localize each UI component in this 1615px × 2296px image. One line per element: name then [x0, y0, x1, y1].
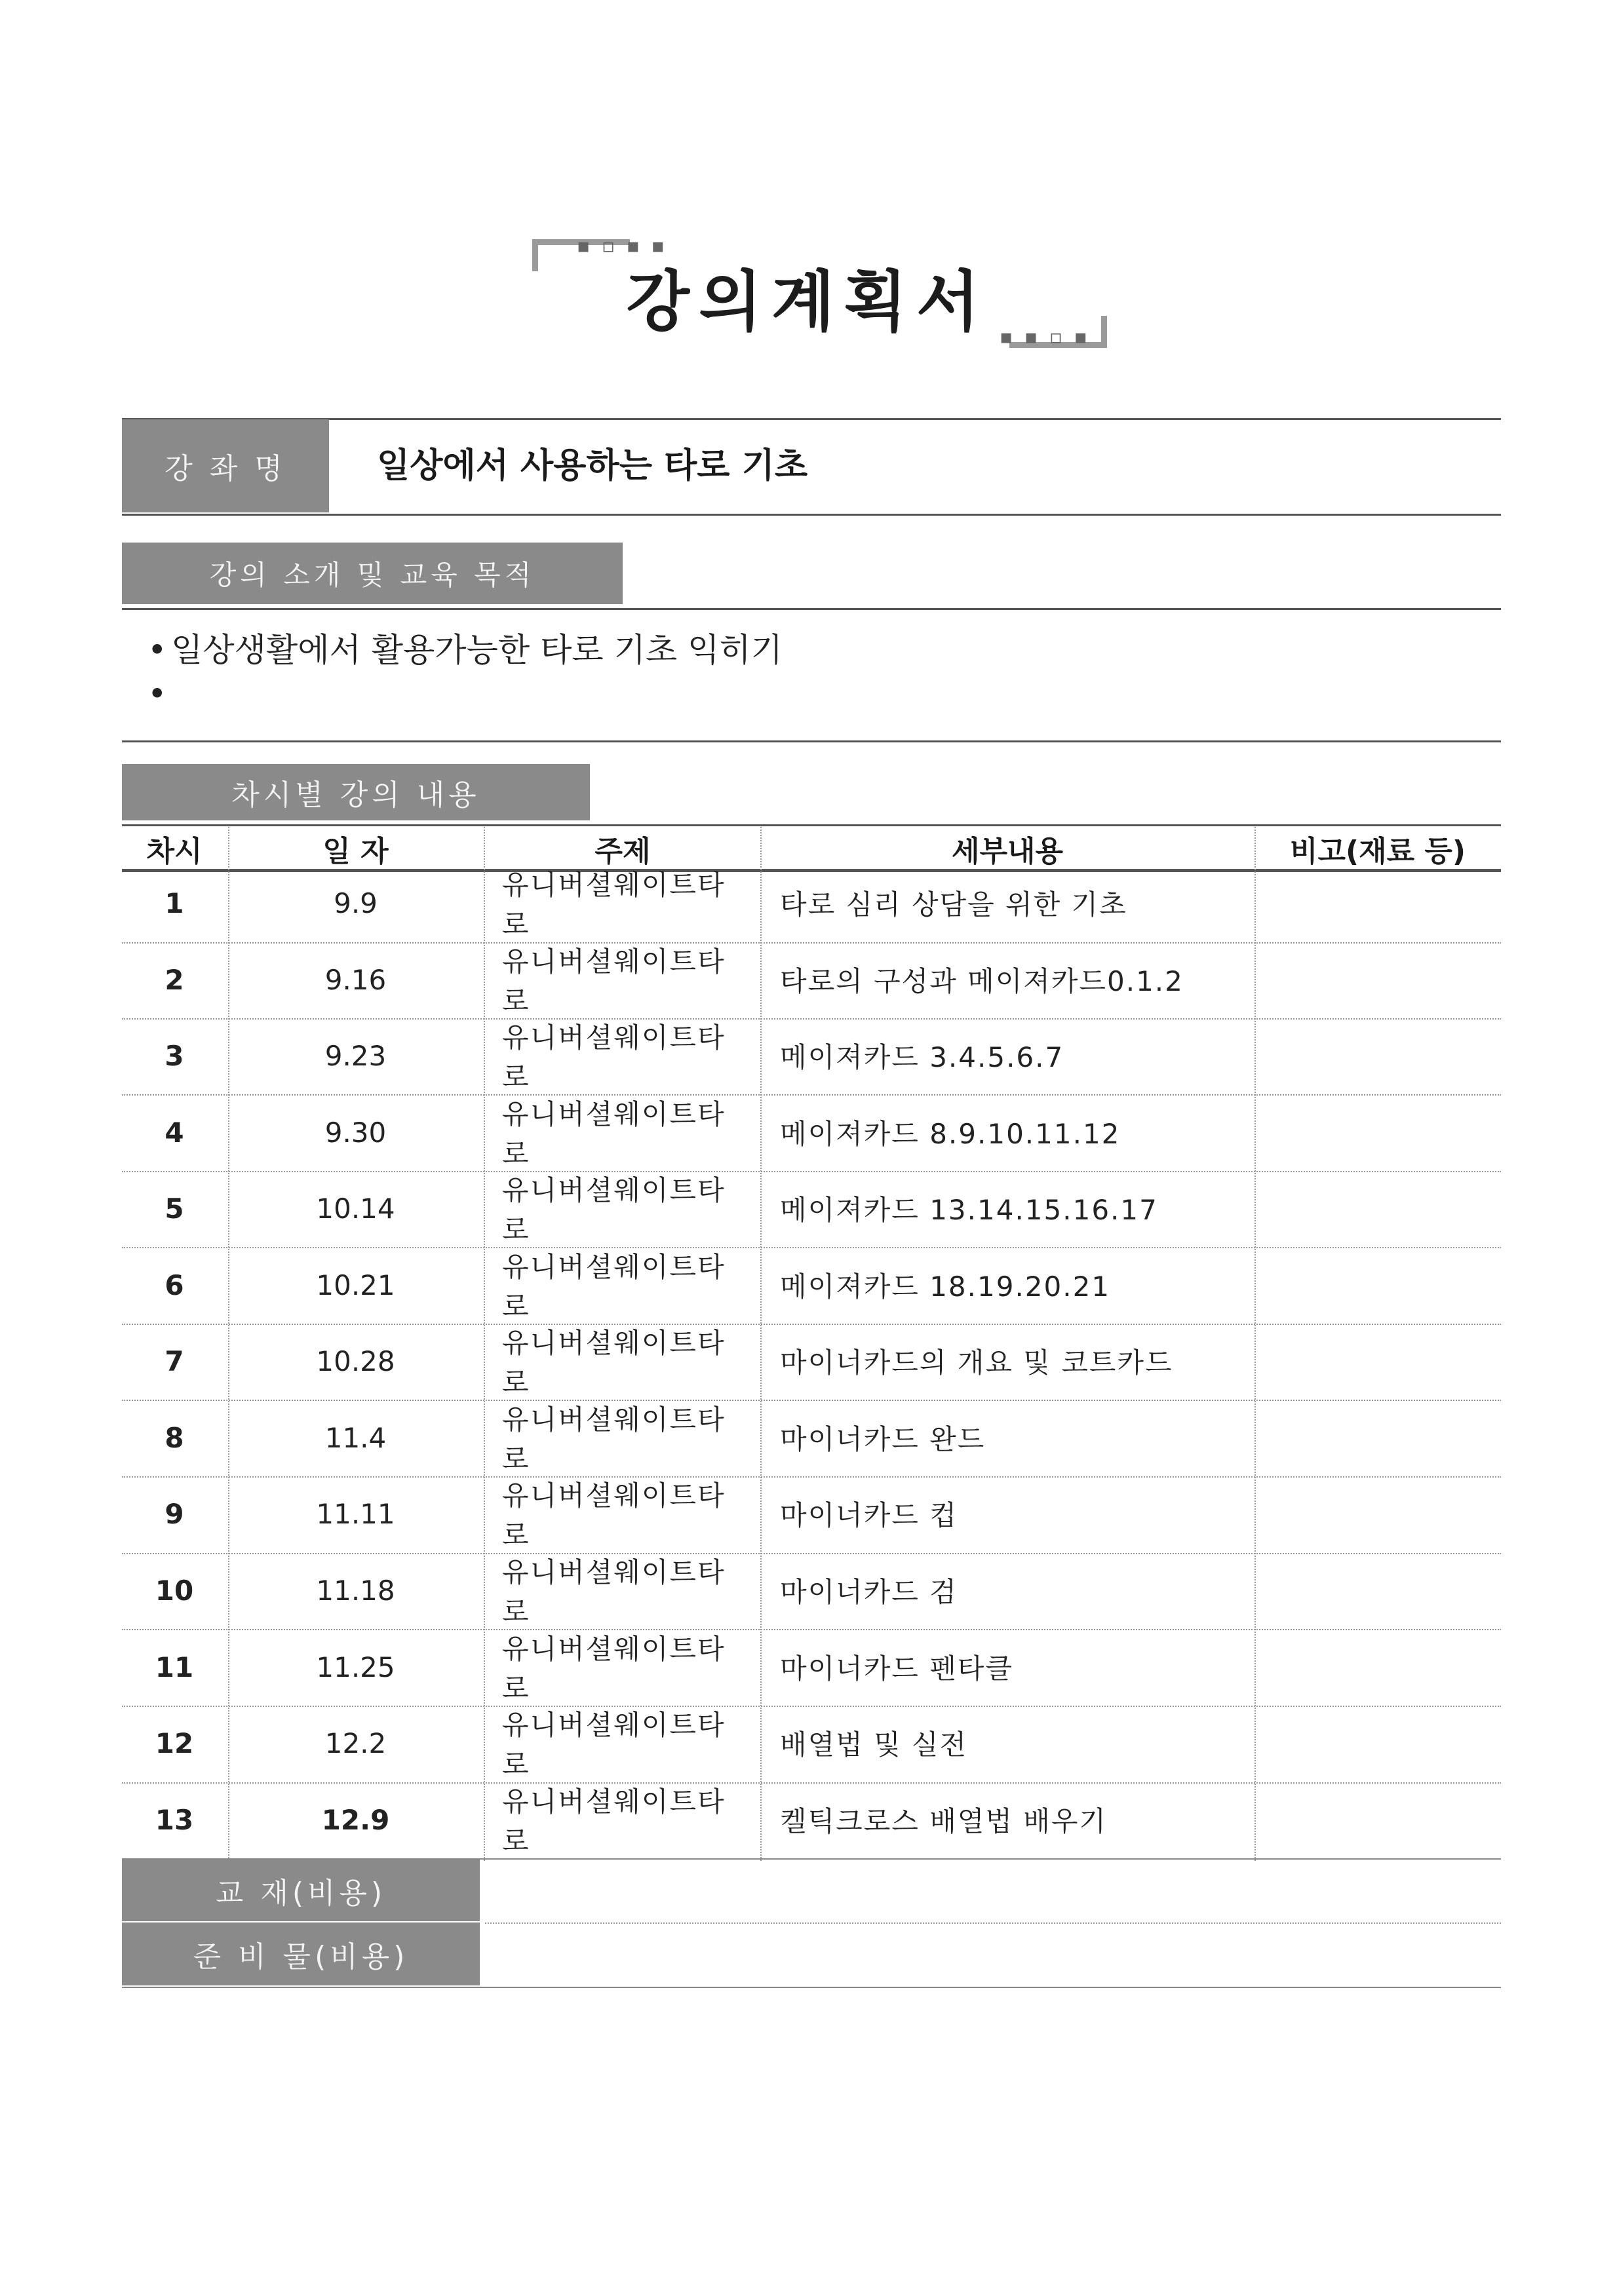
row-detail: 마이너카드 완드	[780, 1423, 986, 1455]
row-topic: 유니버셜웨이트타로	[502, 1404, 726, 1475]
row-no: 9	[165, 1497, 184, 1530]
course-label: 강 좌 명	[122, 419, 329, 512]
row-topic: 유니버셜웨이트타로	[502, 1556, 726, 1628]
header-topic: 주제	[594, 835, 651, 868]
title-corner-dots-bottom: ▪ ▪ ▫ ▪	[1000, 326, 1090, 349]
row-detail: 메이져카드 3.4.5.6.7	[780, 1041, 1064, 1073]
row-no: 6	[165, 1269, 184, 1301]
row-topic: 유니버셜웨이트타로	[502, 1786, 726, 1857]
intro-top-rule	[122, 608, 1501, 610]
row-topic: 유니버셜웨이트타로	[502, 1251, 726, 1322]
row-note	[1258, 1552, 1501, 1628]
row-note	[1258, 1476, 1501, 1552]
table-top-rule	[122, 824, 1501, 826]
row-no: 10	[155, 1574, 194, 1607]
row-date: 10.21	[316, 1269, 395, 1301]
row-topic: 유니버셜웨이트타로	[502, 1174, 726, 1246]
row-note	[1258, 1170, 1501, 1246]
row-detail: 타로 심리 상담을 위한 기초	[780, 889, 1127, 921]
row-detail: 마이너카드 검	[780, 1576, 958, 1608]
bullet-marker: •	[147, 675, 167, 713]
row-date: 9.16	[324, 963, 387, 996]
row-date: 12.9	[321, 1803, 390, 1836]
header-detail: 세부내용	[951, 835, 1063, 868]
intro-bullet-text: 일상생활에서 활용가능한 타로 기초 익히기	[171, 631, 783, 669]
row-topic: 유니버셜웨이트타로	[502, 1480, 726, 1551]
row-note	[1258, 1323, 1501, 1399]
row-date: 12.2	[324, 1727, 387, 1759]
row-no: 4	[165, 1116, 184, 1149]
row-note	[1258, 1629, 1501, 1705]
row-topic: 유니버셜웨이트타로	[502, 1633, 726, 1704]
intro-bullet-1	[147, 624, 783, 671]
row-no: 13	[155, 1803, 194, 1836]
row-note	[1258, 1094, 1501, 1170]
bullet-marker: •	[147, 631, 167, 669]
row-detail: 마이너카드의 개요 및 코트카드	[780, 1347, 1173, 1379]
row-date: 9.9	[334, 887, 378, 919]
row-note	[1258, 1400, 1501, 1476]
row-no: 2	[165, 963, 184, 996]
title-corner-dots-top: ▪ ▫ ▪ ▪	[577, 235, 667, 258]
row-detail: 켈틱크로스 배열법 배우기	[780, 1805, 1107, 1837]
row-note	[1258, 1705, 1501, 1781]
row-detail: 마이너카드 컵	[780, 1499, 958, 1531]
row-no: 5	[165, 1192, 184, 1225]
row-no: 8	[165, 1421, 184, 1454]
row-date: 11.18	[316, 1574, 395, 1607]
row-no: 1	[165, 887, 184, 919]
row-date: 9.30	[324, 1116, 387, 1149]
row-topic: 유니버셜웨이트타로	[502, 1098, 726, 1170]
row-note	[1258, 1782, 1501, 1858]
textbook-label: 교 재(비용)	[122, 1860, 480, 1921]
row-note	[1258, 865, 1501, 941]
row-no: 7	[165, 1345, 184, 1377]
intro-bullet-2	[147, 675, 171, 713]
row-topic: 유니버셜웨이트타로	[502, 869, 726, 940]
materials-cost-field	[485, 1923, 1501, 1983]
row-date: 11.4	[324, 1421, 387, 1454]
document-title: 강의계획서	[626, 263, 989, 340]
intro-section-label: 강의 소개 및 교육 목적	[122, 543, 623, 604]
row-date: 9.23	[324, 1039, 387, 1072]
row-detail: 메이져카드 13.14.15.16.17	[780, 1194, 1158, 1226]
row-detail: 메이져카드 8.9.10.11.12	[780, 1118, 1121, 1150]
row-date: 11.11	[316, 1497, 395, 1530]
footer-bottom-rule	[122, 1987, 1501, 1988]
course-bottom-rule	[122, 514, 1501, 516]
materials-label: 준 비 물(비용)	[122, 1923, 480, 1985]
row-note	[1258, 1018, 1501, 1094]
intro-bottom-rule	[122, 740, 1501, 742]
row-topic: 유니버셜웨이트타로	[502, 1709, 726, 1780]
row-topic: 유니버셜웨이트타로	[502, 1022, 726, 1093]
row-detail: 메이져카드 18.19.20.21	[780, 1271, 1111, 1303]
row-detail: 배열법 및 실전	[780, 1729, 968, 1761]
schedule-section-label: 차시별 강의 내용	[122, 764, 590, 820]
row-no: 11	[155, 1651, 194, 1683]
row-detail: 타로의 구성과 메이져카드0.1.2	[780, 965, 1184, 997]
row-note	[1258, 942, 1501, 1018]
row-no: 3	[165, 1039, 184, 1072]
row-topic: 유니버셜웨이트타로	[502, 946, 726, 1017]
row-topic: 유니버셜웨이트타로	[502, 1327, 726, 1398]
row-no: 12	[155, 1727, 194, 1759]
row-date: 10.28	[316, 1345, 395, 1377]
row-note	[1258, 1247, 1501, 1323]
row-date: 10.14	[316, 1192, 395, 1225]
row-date: 11.25	[316, 1651, 395, 1683]
textbook-cost-field	[485, 1860, 1501, 1920]
course-name: 일상에서 사용하는 타로 기초	[377, 446, 808, 486]
header-no: 차시	[146, 835, 203, 868]
header-note: 비고(재료 등)	[1289, 835, 1466, 868]
header-date: 일 자	[322, 835, 389, 868]
row-detail: 마이너카드 펜타클	[780, 1653, 1013, 1685]
